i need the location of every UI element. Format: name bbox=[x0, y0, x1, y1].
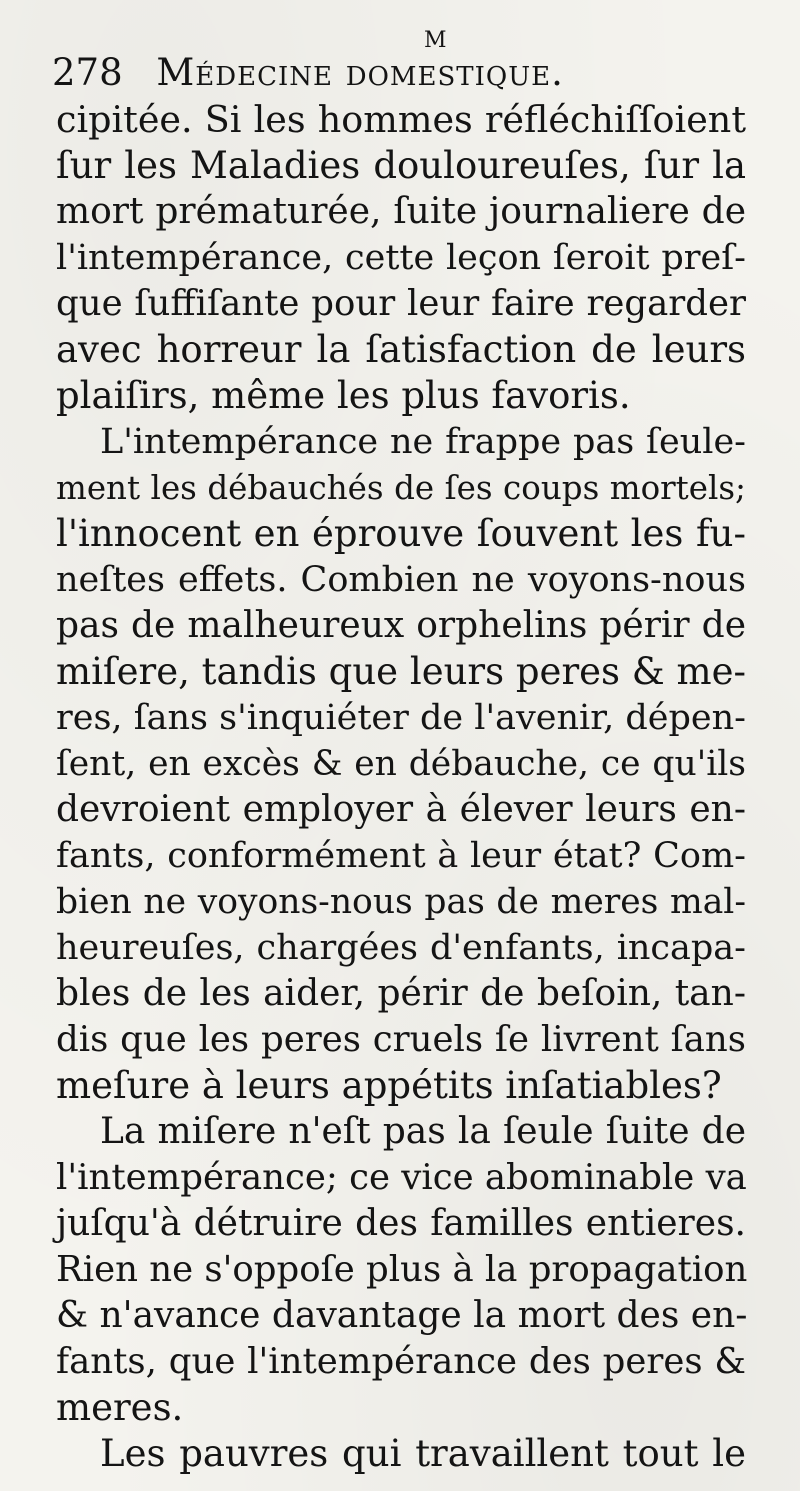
text-line: bien ne voyons-nous pas de meres mal- bbox=[56, 882, 746, 922]
text-line: Les pauvres qui travaillent tout le bbox=[100, 1432, 746, 1475]
signature-mark: M bbox=[424, 28, 447, 53]
text-line: heureuſes, chargées d'enfants, incapa- bbox=[56, 928, 746, 968]
text-line: avec horreur la ſatisfaction de leurs bbox=[56, 328, 746, 371]
text-line: La miſere n'eſt pas la ſeule ſuite de bbox=[100, 1111, 746, 1152]
text-line: pas de malheureux orphelins périr de bbox=[56, 605, 746, 646]
text-line: l'intempérance; ce vice abominable va bbox=[56, 1157, 747, 1198]
text-line: miſere, tandis que leurs peres & me- bbox=[56, 650, 746, 693]
text-line: ment les débauchés de ſes coups mortels; bbox=[56, 469, 746, 507]
text-line: que ſuffiſante pour leur faire regarder bbox=[56, 283, 746, 324]
page-number: 278 bbox=[52, 51, 123, 94]
text-line: ſent, en excès & en débauche, ce qu'ils bbox=[56, 744, 746, 784]
text-line: juſqu'à détruire des familles entieres. bbox=[56, 1203, 746, 1244]
text-line: ſur les Maladies douloureuſes, ſur la bbox=[56, 144, 746, 187]
running-head bbox=[52, 48, 752, 98]
text-line: dis que les peres cruels ſe livrent ſans bbox=[56, 1019, 746, 1060]
text-line: res, ſans s'inquiéter de l'avenir, dépen- bbox=[56, 698, 746, 738]
text-line: fants, que l'intempérance des peres & bbox=[56, 1341, 746, 1382]
text-line: meſure à leurs appétits inſatiables? bbox=[56, 1064, 722, 1107]
text-line: Rien ne s'oppoſe plus à la propagation bbox=[56, 1249, 748, 1290]
text-line: neſtes effets. Combien ne voyons-nous bbox=[56, 560, 746, 600]
text-line: cipitée. Si les hommes réfléchiſſoient bbox=[56, 98, 746, 141]
text-line: l'intempérance, cette leçon ſeroit preſ- bbox=[56, 238, 746, 278]
text-line: & n'avance davantage la mort des en- bbox=[56, 1295, 748, 1336]
text-line: meres. bbox=[56, 1386, 184, 1429]
text-line: L'intempérance ne frappe pas ſeule- bbox=[100, 422, 746, 462]
text-line: fants, conformément à leur état? Com- bbox=[56, 836, 746, 876]
text-line: plaiſirs, même les plus favoris. bbox=[56, 374, 631, 417]
text-line: bles de les aider, périr de beſoin, tan- bbox=[56, 973, 746, 1014]
text-line: mort prématurée, ſuite journaliere de bbox=[56, 191, 746, 232]
running-title: Médecine domestique. bbox=[156, 51, 564, 94]
text-line: devroient employer à élever leurs en- bbox=[56, 789, 746, 830]
text-line: l'innocent en éprouve ſouvent les fu- bbox=[56, 512, 746, 555]
body-text bbox=[56, 97, 746, 1477]
